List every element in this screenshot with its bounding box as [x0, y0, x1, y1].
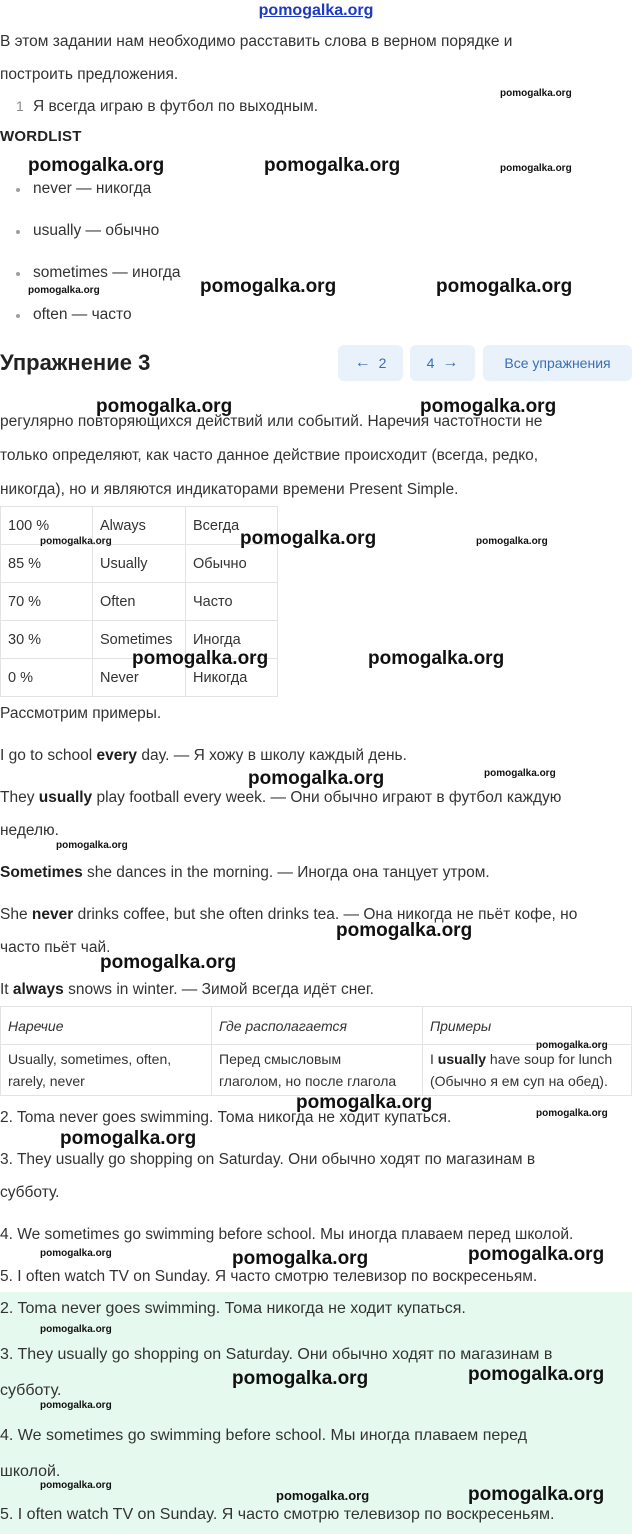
translation-cell: Никогда: [186, 659, 278, 697]
watermark: pomogalka.org: [40, 1324, 112, 1335]
watermark: pomogalka.org: [368, 648, 505, 669]
arrow-right-icon: →: [442, 354, 459, 371]
example-sentence-cont: часто пьёт чай.: [0, 939, 111, 956]
theory-line-2: только определяют, как часто данное действие происходит (всегда, редко,: [0, 447, 539, 464]
percent-cell: 70 %: [1, 583, 93, 621]
translation-cell: Часто: [186, 583, 278, 621]
header-cell: Примеры: [423, 1007, 632, 1045]
next-exercise-button[interactable]: [410, 345, 475, 381]
percent-cell: 30 %: [1, 621, 93, 659]
adverb-cell: Never: [93, 659, 186, 697]
example-number: 1: [16, 98, 24, 114]
example-sentence: I go to school every day. — Я хожу в школу каждый день.: [0, 747, 407, 764]
bullet-dot: [16, 188, 20, 192]
next-exercise-label: 4: [426, 355, 435, 371]
adverb-cell: Often: [93, 583, 186, 621]
adverbs-cell: Usually, sometimes, often, rarely, never: [1, 1045, 212, 1096]
arrow-left-icon: ←: [354, 354, 371, 371]
table-row: [1, 1045, 632, 1096]
wordlist-item: sometimes — иногда: [33, 264, 181, 281]
placement-cell: Перед смысловым глаголом, но после глагола: [212, 1045, 423, 1096]
site-mark[interactable]: pomogalka.org: [258, 2, 374, 19]
example-sentence: She never drinks coffee, but she often drinks tea. — Она никогда не пьёт кофе, но: [0, 906, 578, 923]
percent-cell: 100 %: [1, 507, 93, 545]
watermark: pomogalka.org: [500, 163, 572, 174]
example-sentence: It always snows in winter. — Зимой всегда идёт снег.: [0, 981, 374, 998]
watermark: pomogalka.org: [100, 952, 237, 973]
all-exercises-label: Все упражнения: [504, 355, 611, 371]
watermark: pomogalka.org: [296, 1092, 433, 1113]
prev-exercise-label: 2: [378, 355, 387, 371]
header-cell: Наречие: [1, 1007, 212, 1045]
translation-cell: Всегда: [186, 507, 278, 545]
watermark: pomogalka.org: [536, 1040, 608, 1051]
answer-box-line: 5. I often watch TV on Sunday. Я часто смотрю телевизор по воскресеньям.: [0, 1506, 555, 1523]
answer-line: 5. I often watch TV on Sunday. Я часто смотрю телевизор по воскресеньям.: [0, 1268, 538, 1285]
answer-line: 3. They usually go shopping on Saturday. Они обычно ходят по магазинам в: [0, 1151, 536, 1168]
header-cell: Где располагается: [212, 1007, 423, 1045]
watermark: pomogalka.org: [476, 536, 548, 547]
watermark: pomogalka.org: [276, 1488, 370, 1503]
watermark: pomogalka.org: [40, 1400, 112, 1411]
percent-cell: 85 %: [1, 545, 93, 583]
answer-line: субботу.: [0, 1184, 60, 1201]
bullet-dot: [16, 272, 20, 276]
watermark: pomogalka.org: [336, 920, 473, 941]
watermark: pomogalka.org: [468, 1484, 605, 1505]
watermark: pomogalka.org: [248, 768, 385, 789]
answer-box-line: субботу.: [0, 1382, 62, 1399]
answer-line: 4. We sometimes go swimming before school. Мы иногда плаваем перед школой.: [0, 1226, 574, 1243]
theory-line-1: регулярно повторяющихся действий или событий. Наречия частотности не: [0, 413, 543, 430]
example-sentence: They usually play football every week. — Они обычно играют в футбол каждую: [0, 789, 562, 806]
answer-box-line: 3. They usually go shopping on Saturday. Они обычно ходят по магазинам в: [0, 1346, 553, 1363]
watermark: pomogalka.org: [468, 1364, 605, 1385]
bullet-dot: [16, 230, 20, 234]
watermark: pomogalka.org: [60, 1128, 197, 1149]
wordlist-title: WORDLIST: [0, 128, 82, 145]
table-header-row: [1, 1007, 632, 1045]
watermark: pomogalka.org: [132, 648, 269, 669]
adverb-cell: Usually: [93, 545, 186, 583]
wordlist-item: often — часто: [33, 306, 132, 323]
adverb-cell: Always: [93, 507, 186, 545]
watermark: pomogalka.org: [40, 536, 112, 547]
watermark: pomogalka.org: [96, 396, 233, 417]
watermark: pomogalka.org: [536, 1108, 608, 1119]
percent-cell: 0 %: [1, 659, 93, 697]
all-exercises-button[interactable]: [483, 345, 632, 381]
watermark: pomogalka.org: [56, 840, 128, 851]
translation-cell: Иногда: [186, 621, 278, 659]
answer-box-line: 4. We sometimes go swimming before school. Мы иногда плаваем перед: [0, 1427, 528, 1444]
adverb-cell: Sometimes: [93, 621, 186, 659]
watermark: pomogalka.org: [232, 1248, 369, 1269]
theory-line-3: никогда), но и являются индикаторами времени Present Simple.: [0, 481, 459, 498]
example-text: Я всегда играю в футбол по выходным.: [33, 98, 319, 115]
watermark: pomogalka.org: [264, 155, 401, 176]
watermark: pomogalka.org: [40, 1480, 112, 1491]
examples-cell: I usually have soup for lunch (Обычно я ем суп на обед).: [423, 1045, 632, 1096]
wordlist-item: never — никогда: [33, 180, 152, 197]
example-sentence: Sometimes she dances in the morning. — Иногда она танцует утром.: [0, 864, 490, 881]
bullet-dot: [16, 314, 20, 318]
watermark: pomogalka.org: [436, 276, 573, 297]
table-row: [1, 545, 278, 583]
answer-box-line: школой.: [0, 1463, 61, 1480]
position-table: [0, 1006, 632, 1096]
watermark: pomogalka.org: [28, 155, 165, 176]
answer-box-line: 2. Toma never goes swimming. Тома никогда не ходит купаться.: [0, 1300, 466, 1317]
watermark: pomogalka.org: [500, 88, 572, 99]
prev-exercise-button[interactable]: [338, 345, 403, 381]
watermark: pomogalka.org: [420, 396, 557, 417]
example-sentence-cont: неделю.: [0, 822, 59, 839]
exercise-title: Упражнение 3: [0, 350, 151, 375]
watermark: pomogalka.org: [28, 285, 100, 296]
intro-line-2: построить предложения.: [0, 66, 179, 83]
watermark: pomogalka.org: [468, 1244, 605, 1265]
watermark: pomogalka.org: [232, 1368, 369, 1389]
answer-line: 2. Toma never goes swimming. Тома никогда не ходит купаться.: [0, 1109, 452, 1126]
watermark: pomogalka.org: [40, 1248, 112, 1259]
watermark: pomogalka.org: [200, 276, 337, 297]
watermark: pomogalka.org: [484, 768, 556, 779]
table-row: [1, 583, 278, 621]
intro-line-1: В этом задании нам необходимо расставить слова в верном порядке и: [0, 33, 513, 50]
watermark: pomogalka.org: [240, 528, 377, 549]
examples-heading: Рассмотрим примеры.: [0, 705, 162, 722]
translation-cell: Обычно: [186, 545, 278, 583]
wordlist-item: usually — обычно: [33, 222, 160, 239]
